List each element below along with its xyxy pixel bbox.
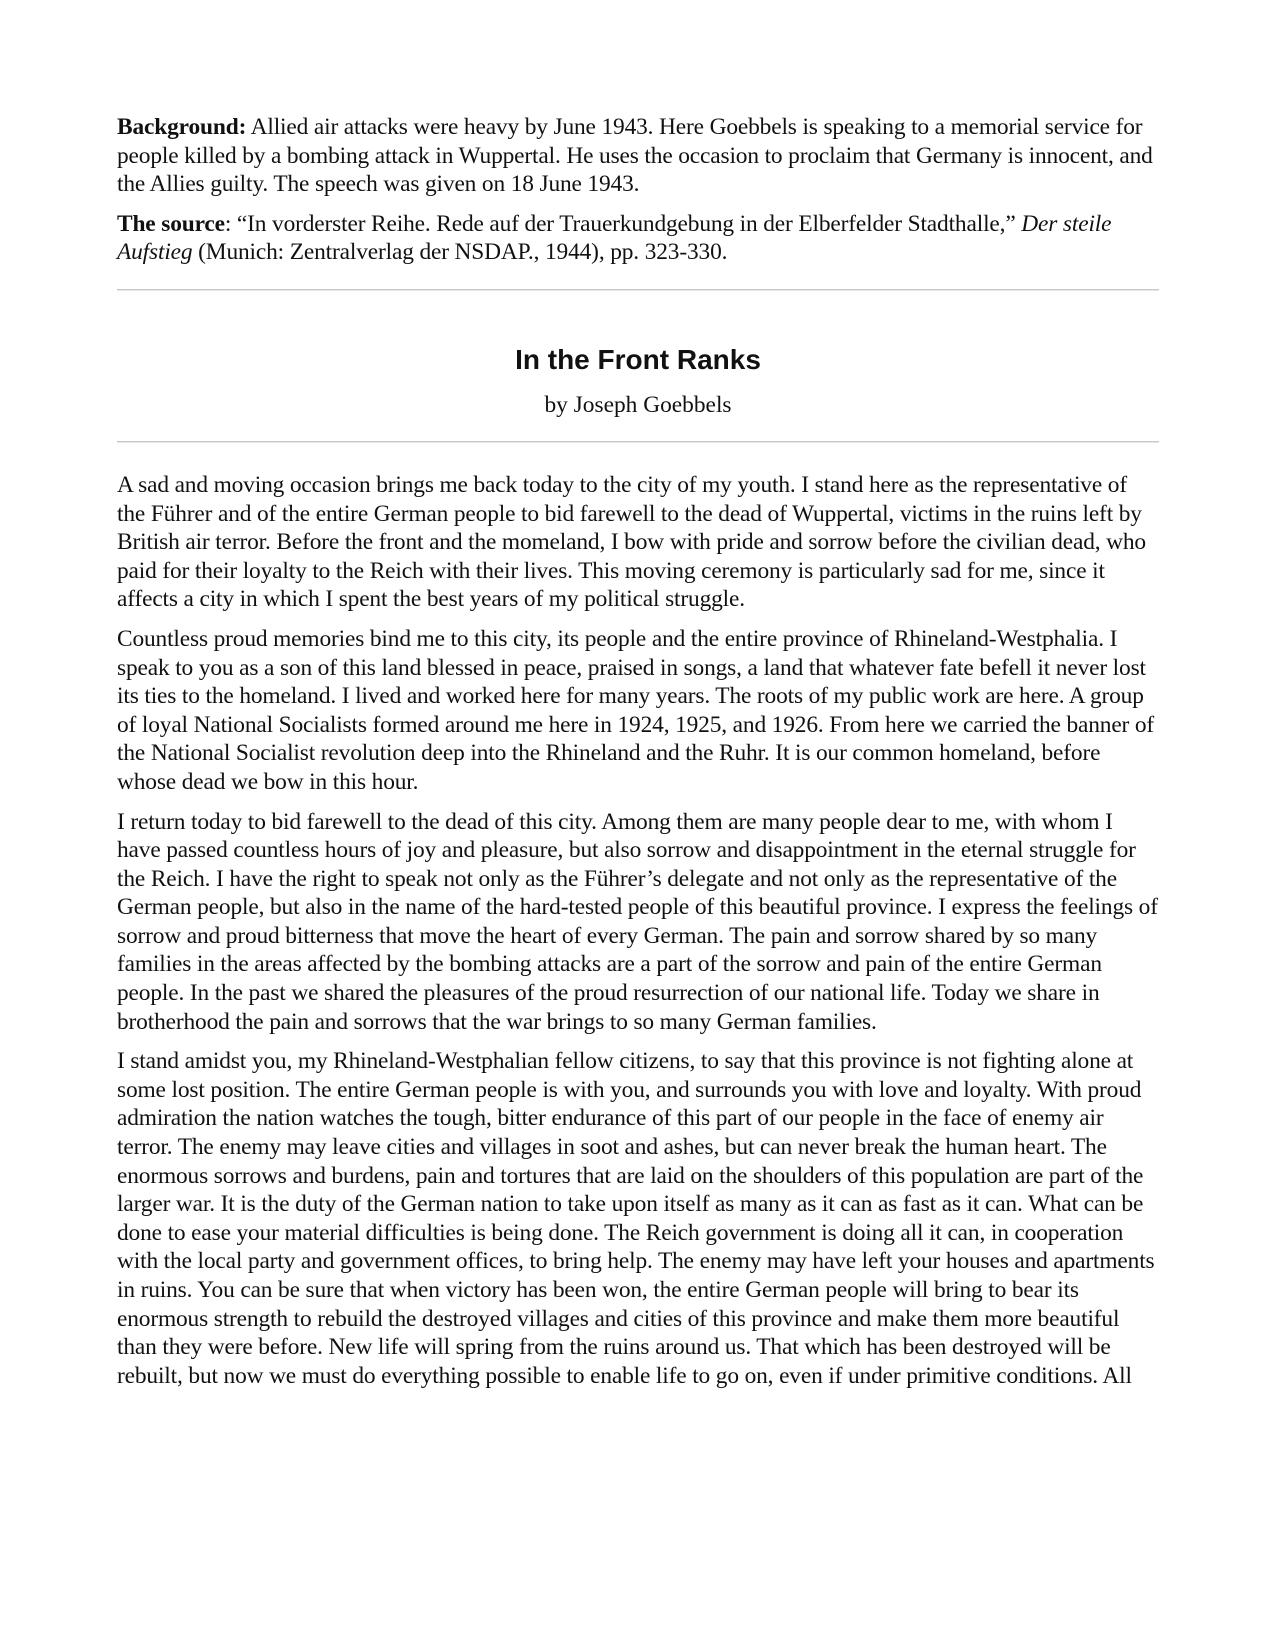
- document-page: [117, 113, 1159, 1401]
- source-text-after: (Munich: Zentralverlag der NSDAP., 1944), pp. 323-330.: [192, 239, 728, 266]
- source-colon: :: [224, 210, 237, 237]
- body-paragraph: I return today to bid farewell to the dead of this city. Among them are many people dear to me, with whom I have passed countless hours of joy and pleasure, but also sorrow and disappointment in the eternal struggle for the Reich. I have the right to speak not only as the Führer’s delegate and not only as the representative of the German people, but also in the name of the hard-tested people of this beautiful province. I express the feelings of sorrow and proud bitterness that move the heart of every German. The pain and sorrow shared by so many families in the areas affected by the bombing attacks are a part of the sorrow and pain of the entire German people. In the past we shared the pleasures of the proud resurrection of our national life. Today we share in brotherhood the pain and sorrows that the war brings to so many German families.: [117, 808, 1158, 1035]
- divider-bottom: [117, 441, 1159, 443]
- background-paragraph: [117, 113, 1159, 199]
- source-text-before: “In vorderster Reihe. Rede auf der Trauerkundgebung in der Elberfelder Stadthalle,”: [236, 210, 1022, 237]
- source-book-title: Der steile Aufstieg: [117, 210, 1112, 266]
- divider-top: [117, 289, 1159, 291]
- source-label: The source: [117, 210, 225, 237]
- background-text: Allied air attacks were heavy by June 1943. Here Goebbels is speaking to a memorial service for people killed by a bombing attack in Wuppertal. He uses the occasion to proclaim that Germany is innocent, and the Allies guilty. The speech was given on 18 June 1943.: [117, 114, 1153, 198]
- source-paragraph: [117, 210, 1159, 267]
- page-title: In the Front Ranks: [515, 343, 761, 375]
- body-paragraph: Countless proud memories bind me to this city, its people and the entire province of Rhineland-Westphalia. I speak to you as a son of this land blessed in peace, praised in songs, a land that whatever fate befell it never lost its ties to the homeland. I lived and worked here for many years. The roots of my public work are here. A group of loyal National Socialists formed around me here in 1924, 1925, and 1926. From here we carried the banner of the National Socialist revolution deep into the Rhineland and the Ruhr. It is our common homeland, before whose dead we bow in this hour.: [117, 625, 1155, 795]
- speech-body: [117, 471, 1159, 1390]
- body-paragraph: I stand amidst you, my Rhineland-Westphalian fellow citizens, to say that this province is not fighting alone at some lost position. The entire German people is with you, and surrounds you with love and loyalty. With proud admiration the nation watches the tough, bitter endurance of this part of our people in the face of enemy air terror. The enemy may leave cities and villages in soot and ashes, but can never break the human heart. The enormous sorrows and burdens, pain and tortures that are laid on the shoulders of this population are part of the larger war. It is the duty of the German nation to take upon itself as many as it can as fast as it can. What can be done to ease your material difficulties is being done. The Reich government is doing all it can, in cooperation with the local party and government offices, to bring help. The enemy may have left your houses and apartments in ruins. You can be sure that when victory has been won, the entire German people will bring to bear its enormous strength to rebuild the destroyed villages and cities of this province and make them more beautiful than they were before. New life will spring from the ruins around us. That which has been destroyed will be rebuilt, but now we must do everything possible to enable life to go on, even if under primitive conditions. All: [117, 1048, 1155, 1389]
- body-paragraph: A sad and moving occasion brings me back today to the city of my youth. I stand here as the representative of the Führer and of the entire German people to bid farewell to the dead of Wuppertal, victims in the ruins left by British air terror. Before the front and the momeland, I bow with pride and sorrow before the civilian dead, who paid for their loyalty to the Reich with their lives. This moving ceremony is particularly sad for me, since it affects a city in which I spent the best years of my political struggle.: [117, 471, 1146, 613]
- background-label: Background:: [117, 114, 247, 140]
- byline: by Joseph Goebbels: [544, 391, 732, 418]
